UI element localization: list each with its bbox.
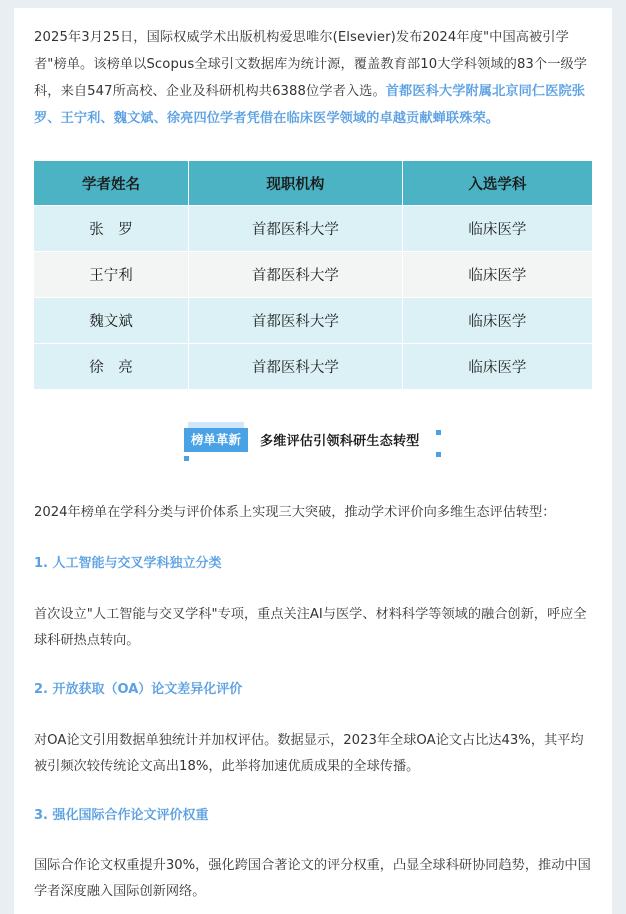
table-row (34, 206, 592, 252)
section-header (184, 420, 454, 460)
cell-name: 徐 亮 (34, 344, 189, 390)
intro-paragraph (34, 24, 594, 132)
cell-discipline: 临床医学 (402, 344, 592, 390)
point-heading: 2. 开放获取（OA）论文差异化评价 (34, 682, 243, 697)
section-badge: 榜单革新 (184, 428, 248, 452)
cell-name: 王宁利 (34, 252, 189, 298)
table-row (34, 252, 592, 298)
point-heading: 1. 人工智能与交叉学科独立分类 (34, 556, 222, 571)
article-card (14, 8, 612, 914)
cell-name: 魏文斌 (34, 298, 189, 344)
header-name: 学者姓名 (34, 161, 189, 206)
cell-institution: 首都医科大学 (189, 252, 403, 298)
header-discipline: 入选学科 (402, 161, 592, 206)
cell-institution: 首都医科大学 (189, 206, 403, 252)
point-text: 对OA论文引用数据单独统计并加权评估。数据显示，2023年全球OA论文占比达43%，其平均被引频次较传统论文高出18%，此举将加速优质成果的全球传播。 (34, 733, 584, 774)
point-text: 首次设立"人工智能与交叉学科"专项，重点关注AI与医学、材料科学等领域的融合创新，呼应全球科研热点转向。 (34, 607, 587, 648)
corner-mark-decoration (436, 430, 441, 435)
intro-highlight: 首都医科大学附属北京同仁医院张罗、王宁利、魏文斌、徐亮四位学者凭借在临床医学领域的卓越贡献蝉联殊荣。 (34, 84, 586, 126)
body-lead: 2024年榜单在学科分类与评价体系上实现三大突破，推动学术评价向多维生态评估转型： (34, 505, 556, 520)
intro-text: 2025年3月25日，国际权威学术出版机构爱思唯尔(Elsevier)发布2024年度"中国高被引学者"榜单。该榜单以Scopus全球引文数据库为统计源，覆盖教育部10大学科领域的83个一级学科，来自547所高校、企业及科研机构共6388位学者入选。 (34, 30, 588, 99)
table-header-row (34, 161, 592, 206)
header-institution: 现职机构 (189, 161, 403, 206)
table-row (34, 344, 592, 390)
point-text: 国际合作论文权重提升30%，强化跨国合著论文的评分权重，凸显全球科研协同趋势，推动中国学者深度融入国际创新网络。 (34, 858, 591, 899)
cell-discipline: 临床医学 (402, 252, 592, 298)
cell-institution: 首都医科大学 (189, 344, 403, 390)
cell-name: 张 罗 (34, 206, 189, 252)
section-title: 多维评估引领科研生态转型 (260, 434, 420, 449)
cell-institution: 首都医科大学 (189, 298, 403, 344)
scholar-table (34, 161, 592, 389)
cell-discipline: 临床医学 (402, 298, 592, 344)
point-heading: 3. 强化国际合作论文评价权重 (34, 808, 209, 823)
corner-mark-decoration (184, 456, 189, 461)
table-row (34, 298, 592, 344)
cell-discipline: 临床医学 (402, 206, 592, 252)
corner-mark-decoration (436, 452, 441, 457)
